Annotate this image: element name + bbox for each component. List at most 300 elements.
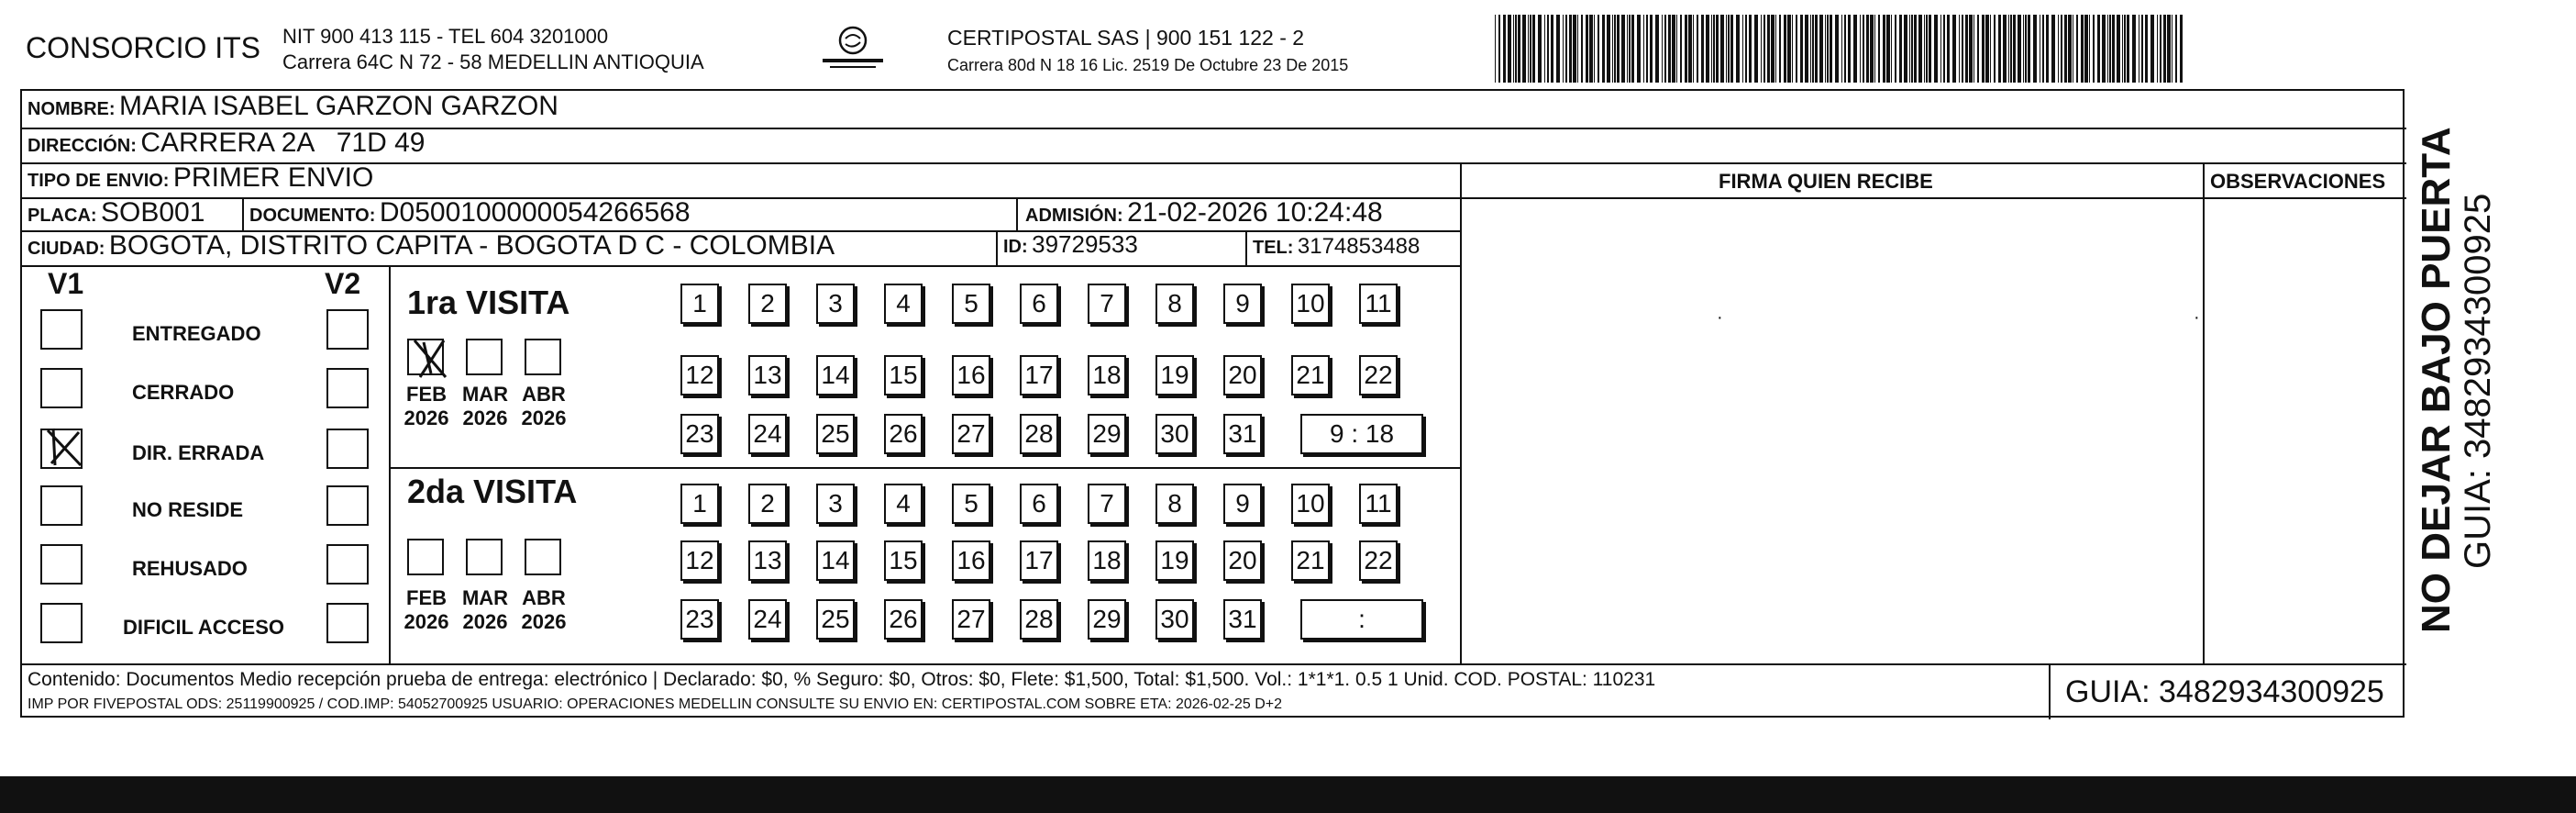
barcode-bar [1914,15,1917,83]
day-box[interactable]: 17 [1020,540,1058,581]
barcode-bar [1672,15,1675,83]
cert-line-2: Carrera 80d N 18 16 Lic. 2519 De Octubre 23 De 2015 [947,56,1349,74]
barcode-bar [1835,15,1839,83]
day-box[interactable]: 25 [816,599,855,640]
day-box[interactable]: 29 [1088,599,1126,640]
v2-checkbox[interactable] [326,429,369,469]
barcode-bar [1787,15,1791,83]
company-name: CONSORCIO ITS [26,31,261,64]
time-box[interactable]: 9 : 18 [1300,414,1423,454]
month-checkbox-mar[interactable] [466,339,503,375]
day-box[interactable]: 11 [1359,284,1398,324]
barcode-bar [2084,15,2088,83]
month-label [512,586,576,634]
barcode-bar [1742,15,1743,83]
day-box[interactable]: 12 [680,355,719,395]
barcode-bar [1830,15,1832,83]
barcode-bar [1668,15,1671,83]
footer-guia: GUIA: 3482934300925 [2065,674,2384,709]
day-box[interactable]: 26 [884,414,923,454]
month-name: ABR [522,383,566,406]
day-box[interactable]: 28 [1020,599,1058,640]
day-box[interactable]: 12 [680,540,719,581]
id-field [1003,230,1138,259]
day-box[interactable]: 31 [1223,414,1262,454]
day-box[interactable]: 1 [680,484,719,524]
month-year: 2026 [404,610,449,633]
status-label: DIR. ERRADA [132,441,265,464]
barcode-bar [1577,15,1578,83]
v1-checkbox[interactable] [40,544,83,585]
barcode-bar [1973,15,1974,83]
barcode-bar [1563,15,1564,83]
day-box[interactable]: 15 [884,540,923,581]
day-box[interactable]: 8 [1155,284,1194,324]
barcode-bar [1598,15,1599,83]
status-label: NO RESIDE [132,498,244,521]
id-label: ID: [1003,237,1028,257]
barcode-bar [1688,15,1692,83]
barcode-bar [1934,15,1938,83]
barcode-bar [2061,15,2062,83]
barcode-bar [1532,15,1535,83]
barcode-bar [1767,15,1770,83]
barcode-bar [1863,15,1864,83]
day-box[interactable]: 7 [1088,284,1126,324]
footer-print-info: IMP POR FIVEPOSTAL ODS: 25119900925 / COD.IMP: 54052700925 USUARIO: OPERACIONES MEDELLIN CONSULTE SU ENVIO EN: CERTIPOSTAL.COM SOBRE ETA: 2026-02-25 D+2 [28,696,1283,712]
month-label [394,383,459,430]
day-box[interactable]: 26 [884,599,923,640]
barcode-bar [1573,15,1576,83]
day-box[interactable]: 13 [748,540,787,581]
day-box[interactable]: 8 [1155,484,1194,524]
month-name: FEB [406,586,447,609]
placa-field [28,197,205,228]
day-box[interactable]: 9 [1223,284,1262,324]
barcode-bar [1784,15,1786,83]
admision-value: 21-02-2026 10:24:48 [1127,197,1383,228]
barcode-bar [1612,15,1613,83]
barcode-bar [1965,15,1968,83]
day-box[interactable]: 9 [1223,484,1262,524]
barcode-bar [1629,15,1631,83]
barcode-bar [1556,15,1560,83]
day-box[interactable]: 25 [816,414,855,454]
nit-line: NIT 900 413 115 - TEL 604 3201000 [282,25,609,48]
barcode-bar [1713,15,1715,83]
barcode-bar [2127,15,2129,83]
barcode-bar [1602,15,1605,83]
month-year: 2026 [462,406,508,429]
day-box[interactable]: 6 [1020,484,1058,524]
barcode-bar [2157,15,2158,83]
day-box[interactable]: 18 [1088,540,1126,581]
barcode-bar [1547,15,1549,83]
barcode-bar [1522,15,1526,83]
barcode-bar [1815,15,1818,83]
barcode-bar [1891,15,1892,83]
v2-header: V2 [325,267,361,300]
month-checkbox-abr[interactable] [525,339,561,375]
v1-checkbox[interactable] [40,603,83,643]
barcode-bar [1754,15,1758,83]
day-box[interactable]: 16 [952,540,990,581]
month-checkbox-mar[interactable] [466,539,503,575]
barcode [1495,15,2183,83]
barcode-bar [1627,15,1628,83]
month-label [453,586,517,634]
v2-checkbox[interactable] [326,368,369,408]
barcode-bar [2145,15,2148,83]
day-box[interactable]: 19 [1155,355,1194,395]
v2-checkbox[interactable] [326,544,369,585]
barcode-bar [1655,15,1659,83]
barcode-bar [2008,15,2009,83]
barcode-bar [1874,15,1875,83]
barcode-bar [1513,15,1514,83]
barcode-bar [2051,15,2055,83]
day-box[interactable]: 11 [1359,484,1398,524]
barcode-bar [1736,15,1740,83]
barcode-bar [1680,15,1682,83]
barcode-bar [1819,15,1823,83]
barcode-bar [1796,15,1797,83]
day-box[interactable]: 29 [1088,414,1126,454]
barcode-bar [1538,15,1542,83]
barcode-bar [1646,15,1648,83]
barcode-bar [1924,15,1925,83]
barcode-bar [2097,15,2100,83]
direccion-label: DIRECCIÓN: [28,136,137,156]
day-box[interactable]: 22 [1359,355,1398,395]
barcode-bar [2023,15,2024,83]
day-box[interactable]: 4 [884,284,923,324]
barcode-bar [1926,15,1928,83]
barcode-bar [1515,15,1517,83]
day-box[interactable]: 2 [748,484,787,524]
day-box[interactable]: 23 [680,414,719,454]
barcode-bar [1810,15,1811,83]
day-box[interactable]: 23 [680,599,719,640]
barcode-bar [1662,15,1663,83]
barcode-bar [1827,15,1829,83]
v1-header: V1 [48,267,84,300]
side-guia: GUIA: 3482934300925 [2458,193,2498,569]
day-box[interactable]: 30 [1155,599,1194,640]
barcode-bar [1498,15,1500,83]
barcode-bar [2025,15,2027,83]
barcode-bar [1730,15,1733,83]
footer-contents: Contenido: Documentos Medio recepción prueba de entrega: electrónico | Declarado: $0, % Seguro: $0, Otros: $0, Flete: $1,500, Total: $1,500. Vol.: 1*1*1. 0.5 1 Unid. COD. POSTAL: 110231 [28,669,1656,690]
barcode-bar [2081,15,2084,83]
barcode-bar [2150,15,2154,83]
barcode-bar [1697,15,1698,83]
barcode-bar [2010,15,2012,83]
time-box[interactable]: : [1300,599,1423,640]
month-checkbox-feb[interactable] [407,539,444,575]
tel-value: 3174853488 [1297,234,1421,259]
day-box[interactable]: 10 [1291,284,1330,324]
bottom-band [0,776,2576,813]
barcode-bar [2175,15,2177,83]
certipostal-info [947,24,1348,79]
barcode-bar [2109,15,2111,83]
barcode-bar [1952,15,1956,83]
barcode-bar [1904,15,1907,83]
barcode-bar [1528,15,1529,83]
barcode-bar [1761,15,1762,83]
barcode-bar [1977,15,1979,83]
day-box[interactable]: 3 [816,484,855,524]
barcode-bar [2107,15,2108,83]
barcode-bar [1637,15,1641,83]
barcode-bar [1870,15,1874,83]
barcode-bar [1749,15,1752,83]
barcode-bar [2163,15,2166,83]
barcode-bar [1569,15,1572,83]
status-label: ENTREGADO [132,322,261,345]
barcode-bar [1969,15,1973,83]
barcode-bar [2013,15,2016,83]
barcode-bar [2093,15,2095,83]
nombre-row [28,91,558,122]
day-box[interactable]: 21 [1291,355,1330,395]
day-box[interactable]: 2 [748,284,787,324]
barcode-bar [1530,15,1531,83]
barcode-bar [2018,15,2021,83]
day-box[interactable]: 3 [816,284,855,324]
barcode-bar [2033,15,2037,83]
day-box[interactable]: 28 [1020,414,1058,454]
v2-checkbox[interactable] [326,309,369,350]
barcode-bar [1728,15,1730,83]
day-box[interactable]: 16 [952,355,990,395]
barcode-bar [1664,15,1666,83]
admision-field [1025,197,1383,228]
day-box[interactable]: 13 [748,355,787,395]
address-line: Carrera 64C N 72 - 58 MEDELLIN ANTIOQUIA [282,50,704,73]
month-label [453,383,517,430]
delivery-form: NOMBRE: MARIA ISABEL GARZON GARZON DIRECCIÓN: CARRERA 2A 71D 49 TIPO DE ENVIO: PRIMER ENVIO FIRMA QUIEN RECIBE OBSERVACIONES PLACA: SOB001 DOCUMENTO: D0500100000054266568 ADMISIÓN: 21-02-2026 10:24:48 CIUDAD: BOGOTA, DISTRITO CAPITA - BOGOTA D C - COLOMBIA ID: 39729533 TEL: 3174853488 V1 V2 ENTREGADO CERRADO DIR. ERRADA NO RESIDE REHUSADO DIFICIL ACCESO 1ra VISITA 2da VISITA FEB 2026 MAR 2026 ABR 2026 FEB 2026 MAR 2026 ABR 2026 1 2 3 4 5 6 7 8 9 10 11 12 13 14 15 16 17 18 19 20 21 22 23 24 25 26 27 28 29 30 31 9 : 18 1 2 3 4 5 6 7 8 9 10 11 12 13 14 15 16 17 18 19 20 21 22 23 24 25 26 27 28 29 30 31 : · · Contenido: Documentos Medio recepción prueba de entrega: electrónico | Declarado: $0, % Seguro: $0, Otros: $0, Flete: $1,500, Total: $1,500. Vol.: 1*1*1. 0.5 1 Unid. COD. POSTAL: 110231 IMP POR FIVEPOSTAL ODS: 25119900925 / COD.IMP: 54052700925 USUARIO: OPERACIONES MEDELLIN CONSULTE SU ENVIO EN: CERTIPOSTAL.COM SOBRE ETA: 2026-02-25 D+2 GUIA: 3482934300925 [20,89,2405,718]
barcode-bar [1947,15,1950,83]
day-box[interactable]: 24 [748,599,787,640]
barcode-bar [1998,15,2001,83]
barcode-bar [1617,15,1620,83]
ciudad-label: CIUDAD: [28,239,105,259]
cert-line-1: CERTIPOSTAL SAS | 900 151 122 - 2 [947,26,1305,50]
day-box[interactable]: 24 [748,414,787,454]
barcode-bar [1745,15,1747,83]
day-box[interactable]: 6 [1020,284,1058,324]
barcode-bar [1614,15,1616,83]
id-value: 39729533 [1032,230,1138,258]
day-box[interactable]: 27 [952,599,990,640]
documento-label: DOCUMENTO: [249,206,376,226]
barcode-bar [1495,15,1496,83]
month-name: FEB [406,383,447,406]
barcode-bar [2068,15,2072,83]
month-name: MAR [461,383,509,406]
barcode-bar [1650,15,1653,83]
day-box[interactable]: 1 [680,284,719,324]
barcode-bar [1503,15,1506,83]
barcode-bar [1792,15,1793,83]
day-box[interactable]: 20 [1223,540,1262,581]
day-box[interactable]: 20 [1223,355,1262,395]
barcode-bar [1909,15,1910,83]
barcode-bar [1711,15,1712,83]
nombre-value: MARIA ISABEL GARZON GARZON [119,91,558,121]
barcode-bar [1726,15,1727,83]
month-checkbox-abr[interactable] [525,539,561,575]
barcode-bar [1943,15,1945,83]
barcode-bar [2132,15,2136,83]
status-label: DIFICIL ACCESO [123,616,285,639]
day-box[interactable]: 15 [884,355,923,395]
observaciones-header: OBSERVACIONES [2210,170,2386,193]
direccion-row [28,128,426,159]
feb-check-mark-icon [407,337,453,381]
firma-header: FIRMA QUIEN RECIBE [1719,170,1933,193]
barcode-bar [2076,15,2078,83]
barcode-bar [1607,15,1610,83]
nombre-label: NOMBRE: [28,99,116,119]
barcode-bar [2180,15,2183,83]
day-box[interactable]: 18 [1088,355,1126,395]
barcode-bar [2058,15,2059,83]
barcode-bar [1895,15,1896,83]
documento-value: D0500100000054266568 [379,197,691,228]
barcode-bar [1982,15,1985,83]
barcode-bar [1775,15,1776,83]
v1-checkbox[interactable] [40,368,83,408]
documento-field [249,197,691,228]
direccion-value: CARRERA 2A 71D 49 [140,128,426,158]
placa-value: SOB001 [101,197,205,228]
v2-checkbox[interactable] [326,603,369,643]
barcode-bar [2064,15,2067,83]
barcode-bar [1594,15,1595,83]
barcode-bar [1771,15,1774,83]
barcode-bar [1693,15,1694,83]
v1-checkbox[interactable] [40,309,83,350]
side-warning: NO DEJAR BAJO PUERTA [2414,127,2459,633]
day-box[interactable]: 31 [1223,599,1262,640]
ciudad-field [28,230,835,262]
barcode-bar [1643,15,1644,83]
barcode-bar [1929,15,1931,83]
tel-field [1253,234,1420,260]
admision-label: ADMISIÓN: [1025,206,1123,226]
barcode-bar [2122,15,2123,83]
barcode-bar [1805,15,1808,83]
barcode-bar [1848,15,1851,83]
day-box[interactable]: 14 [816,355,855,395]
day-box[interactable]: 5 [952,284,990,324]
barcode-bar [1860,15,1861,83]
barcode-bar [2028,15,2030,83]
barcode-bar [1565,15,1567,83]
barcode-bar [1990,15,1991,83]
ciudad-value: BOGOTA, DISTRITO CAPITA - BOGOTA D C - COLOMBIA [108,230,835,261]
v1-checkbox[interactable] [40,485,83,526]
barcode-bar [2117,15,2120,83]
barcode-bar [1621,15,1625,83]
dir-errada-check-mark-icon [42,425,88,471]
barcode-bar [1586,15,1588,83]
tipo-envio-label: TIPO DE ENVIO: [28,171,170,191]
barcode-bar [1518,15,1520,83]
v2-checkbox[interactable] [326,485,369,526]
barcode-bar [1685,15,1687,83]
day-box[interactable]: 7 [1088,484,1126,524]
barcode-bar [1883,15,1885,83]
day-box[interactable]: 17 [1020,355,1058,395]
tipo-envio-row [28,162,373,194]
barcode-bar [2042,15,2044,83]
day-box[interactable]: 27 [952,414,990,454]
day-box[interactable]: 21 [1291,540,1330,581]
barcode-bar [1800,15,1803,83]
placa-label: PLACA: [28,206,97,226]
day-box[interactable]: 10 [1291,484,1330,524]
month-label [512,383,576,430]
month-year: 2026 [462,610,508,633]
barcode-bar [1631,15,1634,83]
barcode-bar [1508,15,1511,83]
status-label: CERRADO [132,381,235,404]
barcode-bar [1844,15,1846,83]
day-box[interactable]: 19 [1155,540,1194,581]
barcode-bar [1911,15,1913,83]
barcode-bar [1940,15,1941,83]
day-box[interactable]: 14 [816,540,855,581]
barcode-bar [1763,15,1765,83]
barcode-bar [1825,15,1826,83]
barcode-bar [1899,15,1902,83]
day-box[interactable]: 22 [1359,540,1398,581]
barcode-bar [1676,15,1677,83]
barcode-bar [2112,15,2115,83]
barcode-bar [2003,15,2007,83]
day-box[interactable]: 5 [952,484,990,524]
barcode-bar [1918,15,1922,83]
company-contact [282,24,704,75]
barcode-bar [1985,15,1989,83]
month-label [394,586,459,634]
day-box[interactable]: 30 [1155,414,1194,454]
barcode-bar [1878,15,1880,83]
barcode-bar [2167,15,2171,83]
day-box[interactable]: 4 [884,484,923,524]
month-year: 2026 [521,610,567,633]
barcode-bar [1551,15,1553,83]
barcode-bar [2046,15,2049,83]
barcode-bar [1581,15,1583,83]
barcode-bar [1994,15,1996,83]
barcode-bar [1589,15,1593,83]
month-year: 2026 [521,406,567,429]
barcode-bar [2102,15,2106,83]
second-visit-title: 2da VISITA [407,473,578,510]
barcode-bar [2160,15,2161,83]
barcode-bar [2089,15,2090,83]
tel-label: TEL: [1253,238,1294,258]
barcode-bar [1853,15,1857,83]
barcode-bar [1959,15,1960,83]
barcode-bar [1716,15,1719,83]
barcode-bar [2141,15,2143,83]
